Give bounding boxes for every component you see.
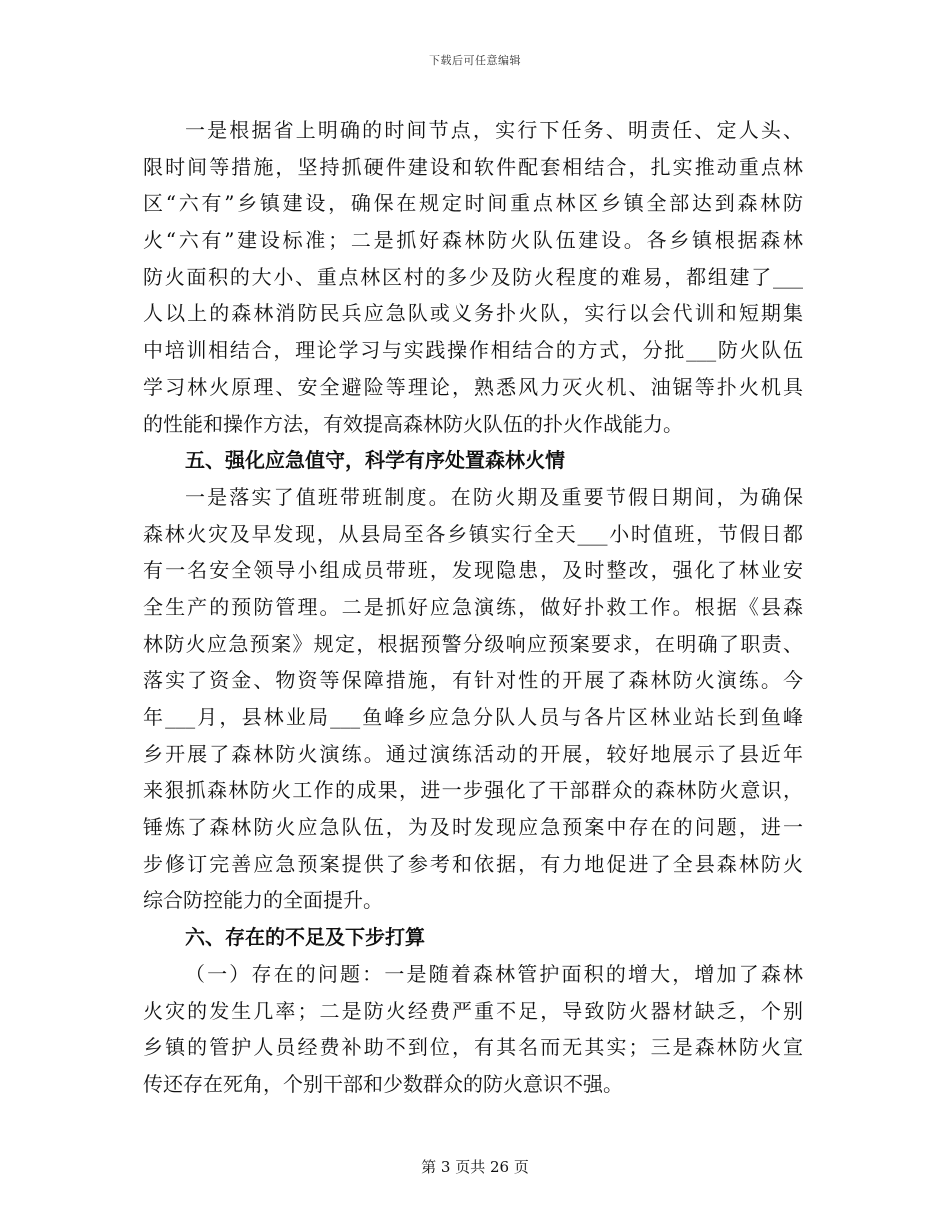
text-line: 乡开展了森林防火演练。通过演练活动的开展，较好地展示了县近年 <box>143 741 803 766</box>
text-line: 一是落实了值班带班制度。在防火期及重要节假日期间，为确保 <box>185 484 803 509</box>
text-line: 区“六有”乡镇建设，确保在规定时间重点林区乡镇全部达到森林防 <box>143 191 803 216</box>
text-line: 限时间等措施，坚持抓硬件建设和软件配套相结合，扎实推动重点林 <box>143 154 803 179</box>
text-line: 乡镇的管护人员经费补助不到位，有其名而无其实；三是森林防火宣 <box>143 1035 803 1060</box>
paragraph-2 <box>143 479 803 919</box>
text-line: 年___月，县林业局___鱼峰乡应急分队人员与各片区林业站长到鱼峰 <box>143 705 803 729</box>
text-line: 防火面积的大小、重点林区村的多少及防火程度的难易，都组建了___ <box>143 264 803 289</box>
text-line: 落实了资金、物资等保障措施，有针对性的开展了森林防火演练。今 <box>143 668 803 693</box>
text-line: 步修订完善应急预案提供了参考和依据，有力地促进了全县森林防火 <box>143 851 803 876</box>
text-line: 锤炼了森林防火应急队伍，为及时发现应急预案中存在的问题，进一 <box>143 815 803 840</box>
text-line: 学习林火原理、安全避险等理论，熟悉风力灭火机、油锯等扑火机具 <box>143 374 803 399</box>
text-line: 中培训相结合，理论学习与实践操作相结合的方式，分批___防火队伍 <box>143 338 803 363</box>
text-line: 来狠抓森林防火工作的成果，进一步强化了干部群众的森林防火意识， <box>143 778 803 803</box>
text-line: 人以上的森林消防民兵应急队或义务扑火队，实行以会代训和短期集 <box>143 301 803 326</box>
text-line: 林防火应急预案》规定，根据预警分级响应预案要求，在明确了职责、 <box>143 631 803 656</box>
document-body <box>143 112 803 1103</box>
page-header-note: 下载后可任意编辑 <box>429 54 521 67</box>
text-line: 有一名安全领导小组成员带班，发现隐患，及时整改，强化了林业安 <box>143 558 803 583</box>
paragraph-1 <box>143 112 803 442</box>
paragraph-3 <box>143 956 803 1103</box>
text-line: 火灾的发生几率；二是防火经费严重不足，导致防火器材缺乏，个别 <box>143 998 803 1023</box>
text-line: 森林火灾及早发现，从县局至各乡镇实行全天___小时值班，节假日都 <box>143 521 803 546</box>
text-line: （一）存在的问题：一是随着森林管护面积的增大，增加了森林 <box>185 961 803 986</box>
section-heading-5 <box>143 442 803 479</box>
text-line: 的性能和操作方法，有效提高森林防火队伍的扑火作战能力。 <box>143 411 683 436</box>
heading-text: 五、强化应急值守，科学有序处置森林火情 <box>185 448 565 473</box>
heading-text: 六、存在的不足及下步打算 <box>185 925 425 950</box>
text-line: 火“六有”建设标准；二是抓好森林防火队伍建设。各乡镇根据森林 <box>143 228 803 253</box>
section-heading-6 <box>143 919 803 956</box>
text-line: 全生产的预防管理。二是抓好应急演练，做好扑救工作。根据《县森 <box>143 594 803 619</box>
text-line: 传还存在死角，个别干部和少数群众的防火意识不强。 <box>143 1071 623 1096</box>
text-line: 综合防控能力的全面提升。 <box>143 888 383 913</box>
text-line: 一是根据省上明确的时间节点，实行下任务、明责任、定人头、 <box>185 118 803 142</box>
page-number-footer: 第 3 页共 26 页 <box>421 1158 529 1176</box>
